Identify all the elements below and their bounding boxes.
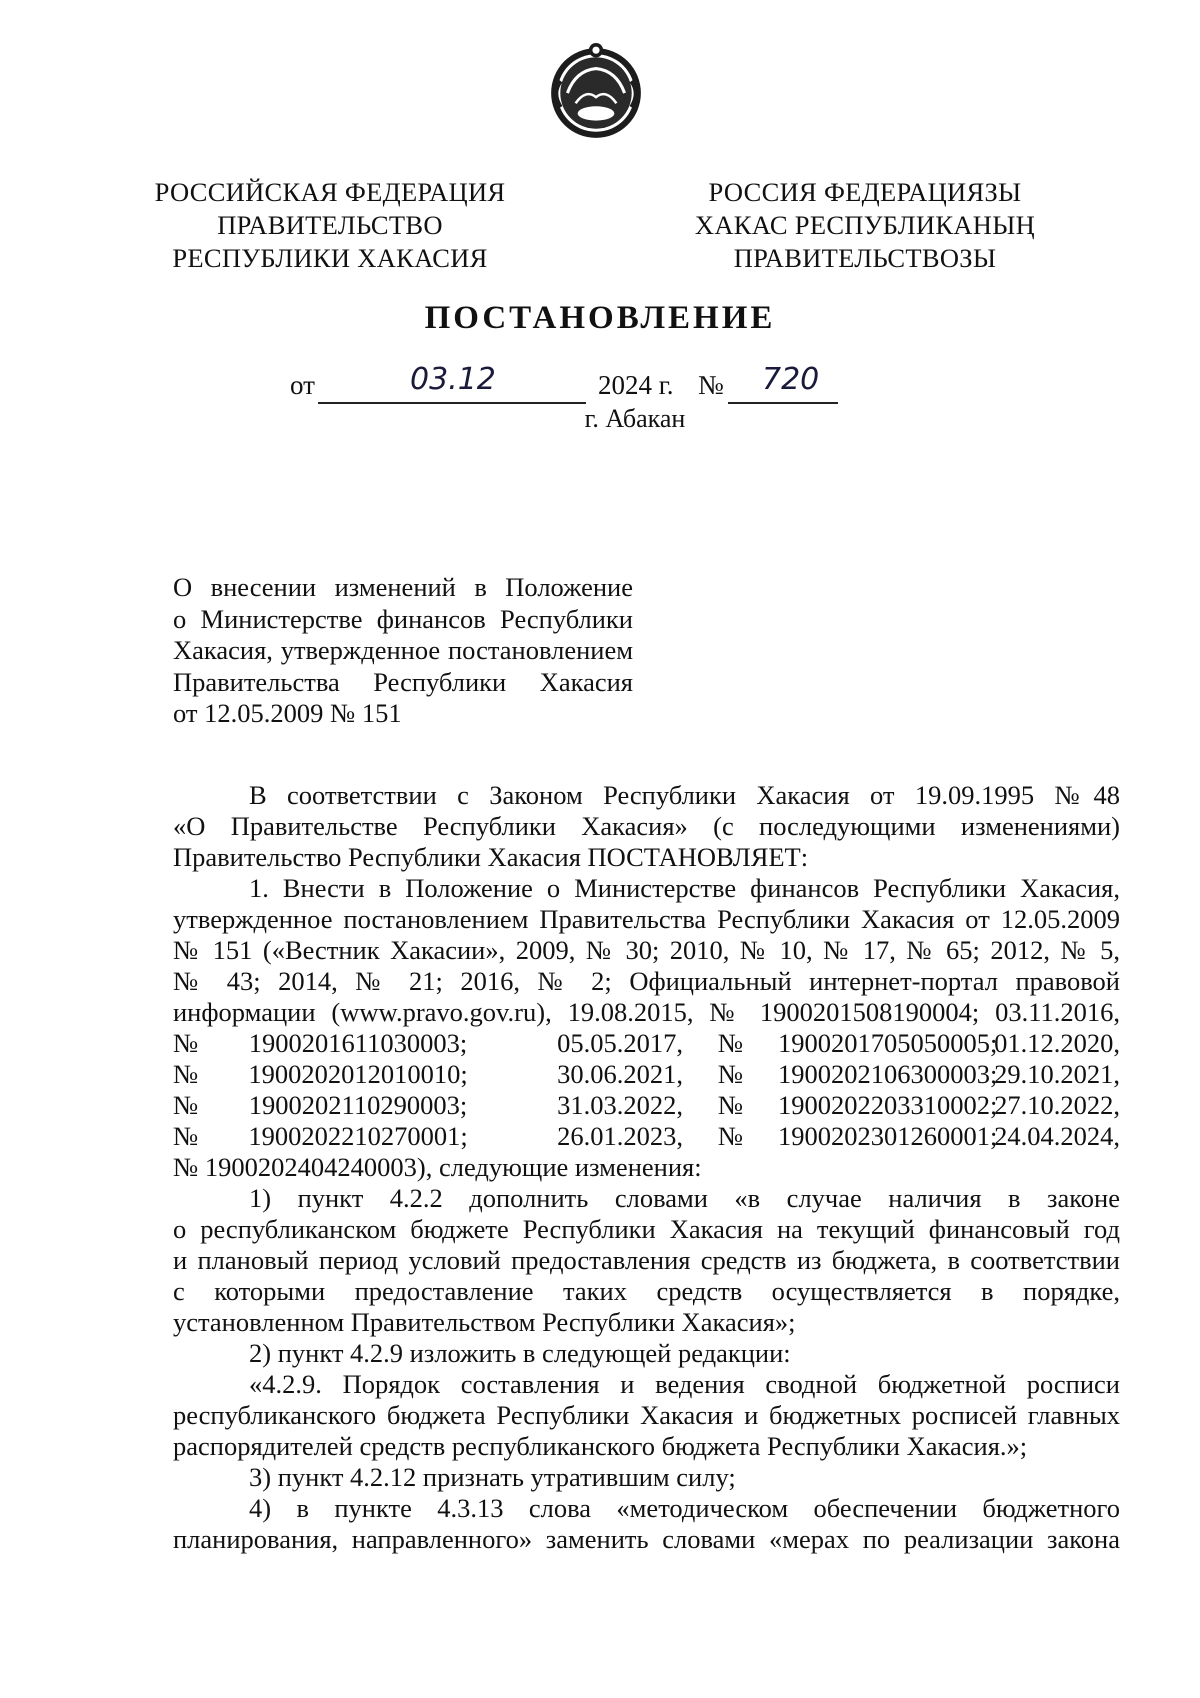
header-right — [690, 176, 1040, 275]
body-line: 2) пункт 4.2.9 изложить в следующей редакции: — [249, 1338, 791, 1368]
body-line: 1) пункт 4.2.2 дополнить словами «в случае наличия в законе — [249, 1183, 1120, 1213]
body-line: планирования, направленного» заменить словами «мерах по реализации закона — [173, 1524, 1120, 1554]
body-line: утвержденное постановлением Правительства Республики Хакасия от 12.05.2009 — [173, 904, 1120, 934]
subject-line-3: Хакасия, утвержденное постановлением — [173, 635, 633, 665]
number-handwritten: 720 — [762, 362, 820, 397]
header-left — [150, 176, 510, 275]
body-line: республиканского бюджета Республики Хакасия и бюджетных росписей главных — [173, 1400, 1120, 1430]
date-handwritten: 03.12 — [410, 362, 496, 397]
header-right-line-3: ПРАВИТЕЛЬСТВОЗЫ — [733, 243, 997, 273]
header-left-line-3: РЕСПУБЛИКИ ХАКАСИЯ — [172, 243, 488, 273]
registry-cell: 26.01.2023, — [557, 1121, 683, 1151]
body-text — [173, 780, 1120, 1555]
body-line: Правительство Республики Хакасия ПОСТАНОВЛЯЕТ: — [173, 842, 809, 872]
body-line: 4) в пункте 4.3.13 слова «методическом обеспечении бюджетного — [249, 1493, 1120, 1523]
registry-cell: 05.05.2017, — [557, 1028, 683, 1058]
subject-block — [173, 572, 633, 730]
dateline — [0, 362, 1200, 404]
registry-row — [173, 1090, 1120, 1121]
registry-cell: № — [173, 1028, 199, 1058]
city: г. Абакан — [584, 404, 686, 433]
registry-cell: 1900201611030003; — [248, 1028, 468, 1058]
subject-line-2: о Министерстве финансов Республики — [173, 603, 633, 634]
registry-cell: 1900202210270001; — [248, 1121, 468, 1151]
registry-cell: № — [717, 1090, 744, 1120]
body-line: «О Правительстве Республики Хакасия» (с последующими изменениями) — [173, 811, 1120, 841]
body-line: распорядителей средств республиканского бюджета Республики Хакасия.»; — [173, 1431, 1028, 1461]
registry-cell: 1900201705050005; — [778, 1028, 998, 1058]
registry-cell: 01.12.2020, — [994, 1028, 1120, 1058]
subject-line-4: Правительства Республики Хакасия — [173, 666, 633, 697]
body-line: о республиканском бюджете Республики Хакасия на текущий финансовый год — [173, 1214, 1120, 1244]
body-line: № 151 («Вестник Хакасии», 2009, № 30; 2010, № 10, № 17, № 65; 2012, № 5, — [173, 935, 1120, 965]
registry-cell: 24.04.2024, — [994, 1121, 1120, 1151]
body-line: В соответствии с Законом Республики Хакасия от 19.09.1995 №48 — [249, 780, 1120, 810]
header-right-line-1: РОССИЯ ФЕДЕРАЦИЯЗЫ — [708, 177, 1022, 207]
header-left-line-2: ПРАВИТЕЛЬСТВО — [217, 210, 443, 240]
body-line: информации (www.pravo.gov.ru), 19.08.2015, № 1900201508190004; 03.11.2016, — [173, 997, 1120, 1027]
registry-row — [173, 1121, 1120, 1152]
body-line: установленном Правительством Республики Хакасия»; — [173, 1307, 796, 1337]
coat-of-arms-emblem — [545, 40, 647, 142]
registry-cell: 30.06.2021, — [557, 1059, 683, 1089]
subject-line-1: О внесении изменений в Положение — [173, 572, 633, 602]
document-title: ПОСТАНОВЛЕНИЕ — [424, 300, 776, 336]
subject-line-5: от 12.05.2009 № 151 — [173, 698, 402, 728]
body-line: 1. Внести в Положение о Министерстве финансов Республики Хакасия, — [249, 873, 1120, 903]
body-line: «4.2.9. Порядок составления и ведения сводной бюджетной росписи — [249, 1369, 1120, 1399]
registry-cell: 1900202012010010; — [248, 1059, 468, 1089]
registry-cell: 27.10.2022, — [994, 1090, 1120, 1120]
registry-cell: 29.10.2021, — [994, 1059, 1120, 1089]
registry-cell: № — [173, 1090, 199, 1120]
registry-cell: № — [173, 1121, 199, 1151]
registry-cell: 1900202203310002; — [778, 1090, 998, 1120]
body-line: 3) пункт 4.2.12 признать утратившим силу; — [249, 1462, 736, 1492]
registry-cell: № — [717, 1059, 744, 1089]
registry-cell: 31.03.2022, — [557, 1090, 683, 1120]
registry-row — [173, 1059, 1120, 1090]
registry-cell: 1900202301260001; — [778, 1121, 998, 1151]
date-year: 2024 г. — [598, 370, 674, 400]
number-sign: № — [698, 370, 724, 400]
registry-cell: № — [717, 1028, 744, 1058]
registry-row — [173, 1028, 1120, 1059]
registry-cell: 1900202106300003; — [778, 1059, 998, 1089]
registry-cell: № — [717, 1121, 744, 1151]
body-line: № 1900202404240003), следующие изменения: — [173, 1152, 702, 1182]
body-line: № 43; 2014, № 21; 2016, № 2; Официальный интернет-портал правовой — [173, 966, 1120, 996]
header-left-line-1: РОССИЙСКАЯ ФЕДЕРАЦИЯ — [154, 177, 506, 207]
body-line: с которыми предоставление таких средств осуществляется в порядке, — [173, 1276, 1120, 1306]
body-line: и плановый период условий предоставления средств из бюджета, в соответствии — [173, 1245, 1120, 1275]
registry-cell: 1900202110290003; — [248, 1090, 468, 1120]
date-prefix: от — [290, 370, 315, 400]
registry-cell: № — [173, 1059, 199, 1089]
header-right-line-2: ХАКАС РЕСПУБЛИКАНЫҢ — [694, 210, 1036, 240]
